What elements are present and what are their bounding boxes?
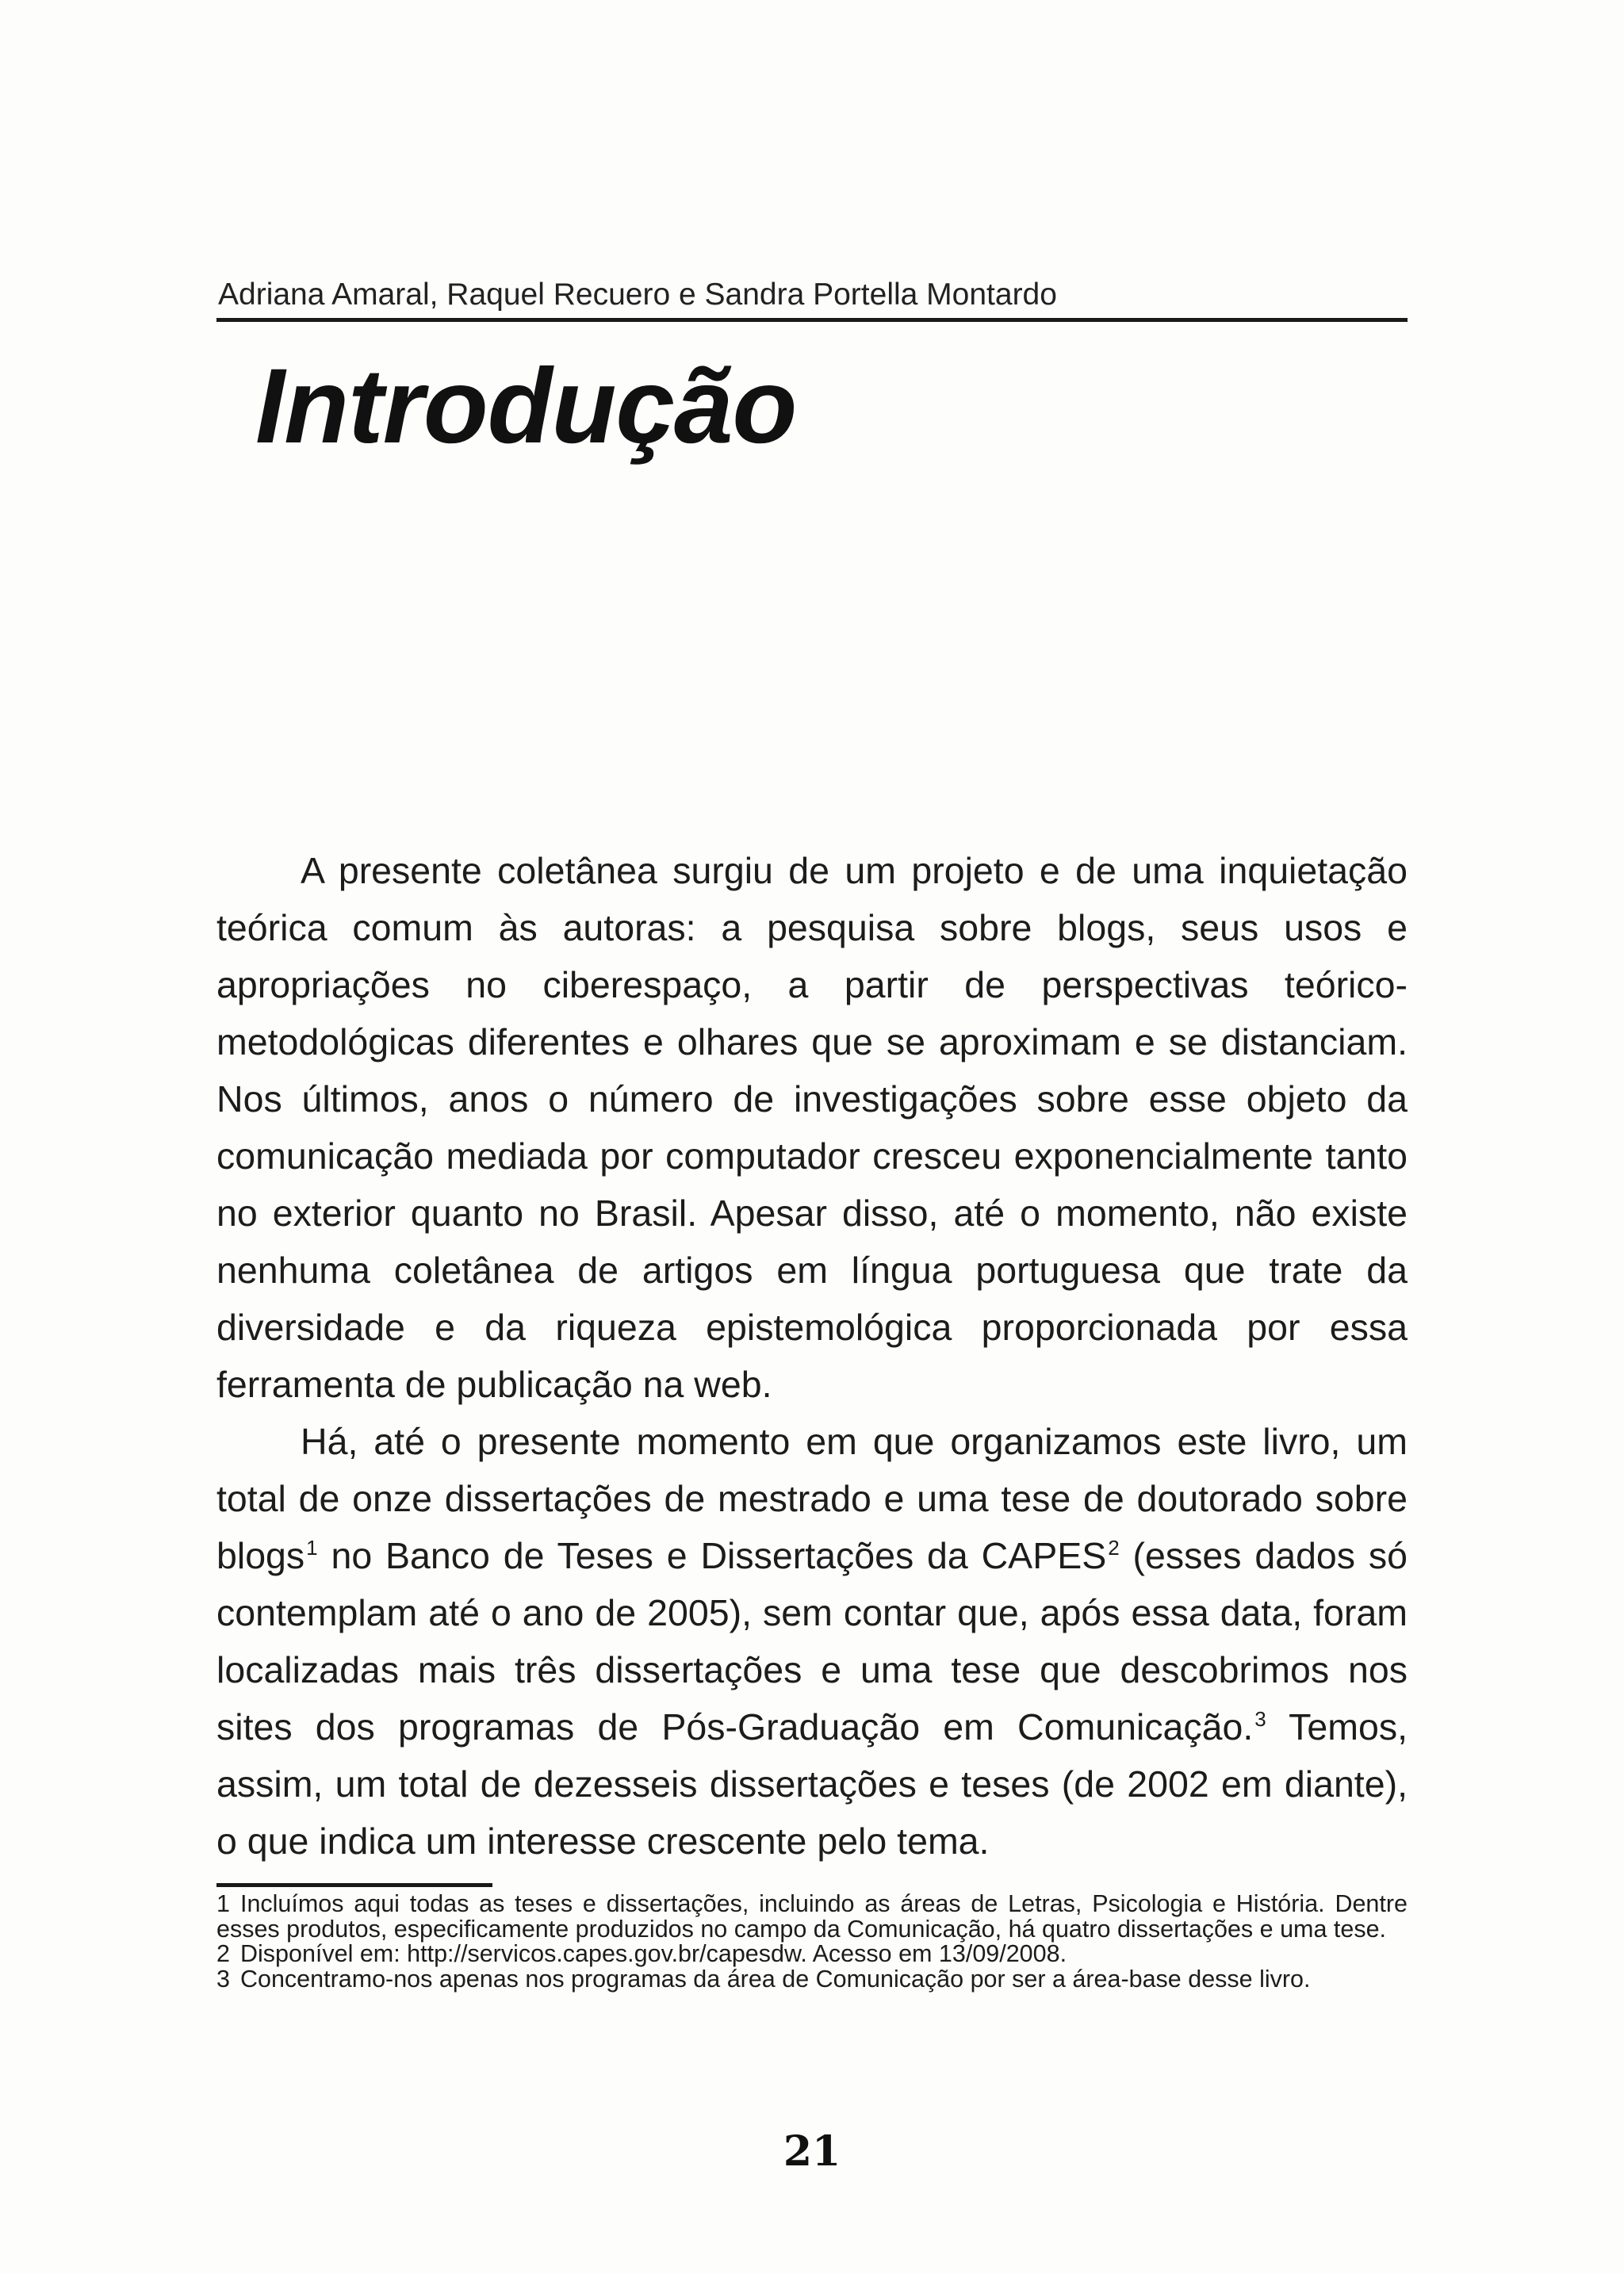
page-number: 21 [783,2127,841,2176]
chapter-title: Introdução [255,347,797,465]
footnote-1-number: 1 [216,1890,230,1917]
paragraph-2-text-1: Há, até o presente momento em que organizamos este livro, um total de onze dissertações de mestrado e uma tese de doutorado sobre blogs [216,1421,1408,1576]
footnote-3 [216,1967,1408,1993]
footnote-ref-2: 2 [1108,1536,1120,1560]
header-rule [216,318,1408,322]
footnote-3-text: Concentramo-nos apenas nos programas da área de Comunicação por ser a área-base desse livro. [239,1965,1311,1993]
footnote-2 [216,1942,1408,1967]
footnote-2-text: Disponível em: http://servicos.capes.gov.br/capesdw. Acesso em 13/09/2008. [239,1940,1067,1967]
paragraph-2-text-2: no Banco de Teses e Dissertações da CAPES [317,1535,1107,1576]
footnotes [216,1892,1408,1992]
footnote-ref-3: 3 [1254,1707,1266,1731]
paragraph-2-text-4: Temos, assim, um total de dezesseis dissertações e teses (de 2002 em diante), o que indica um interesse crescente pelo tema. [216,1706,1408,1862]
footnote-1-text: Incluímos aqui todas as teses e dissertações, incluindo as áreas de Letras, Psicologia e História. Dentre esses produtos, especificamente produzidos no campo da Comunicação, há quatro dissertações e uma tese. [216,1890,1408,1943]
running-header: Adriana Amaral, Raquel Recuero e Sandra Portella Montardo [218,278,1057,312]
paragraph-2 [216,1413,1408,1870]
paragraph-2-text-3: (esses dados só contemplam até o ano de 2005), sem contar que, após essa data, foram localizadas mais três dissertações e uma tese que descobrimos nos sites dos programas de Pós-Graduação em Comunicação. [216,1535,1408,1748]
body-text [216,842,1408,1870]
footnote-1 [216,1892,1408,1942]
footnote-rule [216,1883,492,1887]
paragraph-1: A presente coletânea surgiu de um projeto e de uma inquietação teórica comum às autoras: a pesquisa sobre blogs, seus usos e apropriações no ciberespaço, a partir de perspectivas teórico-metodológicas diferentes e olhares que se aproximam e se distanciam. Nos últimos, anos o número de investigações sobre esse objeto da comunicação mediada por computador cresceu exponencialmente tanto no exterior quanto no Brasil. Apesar disso, até o momento, não existe nenhuma coletânea de artigos em língua portuguesa que trate da diversidade e da riqueza epistemológica proporcionada por essa ferramenta de publicação na web. [216,850,1408,1405]
footnote-ref-1: 1 [306,1536,318,1560]
footnote-2-number: 2 [216,1940,230,1967]
footnote-3-number: 3 [216,1965,230,1993]
